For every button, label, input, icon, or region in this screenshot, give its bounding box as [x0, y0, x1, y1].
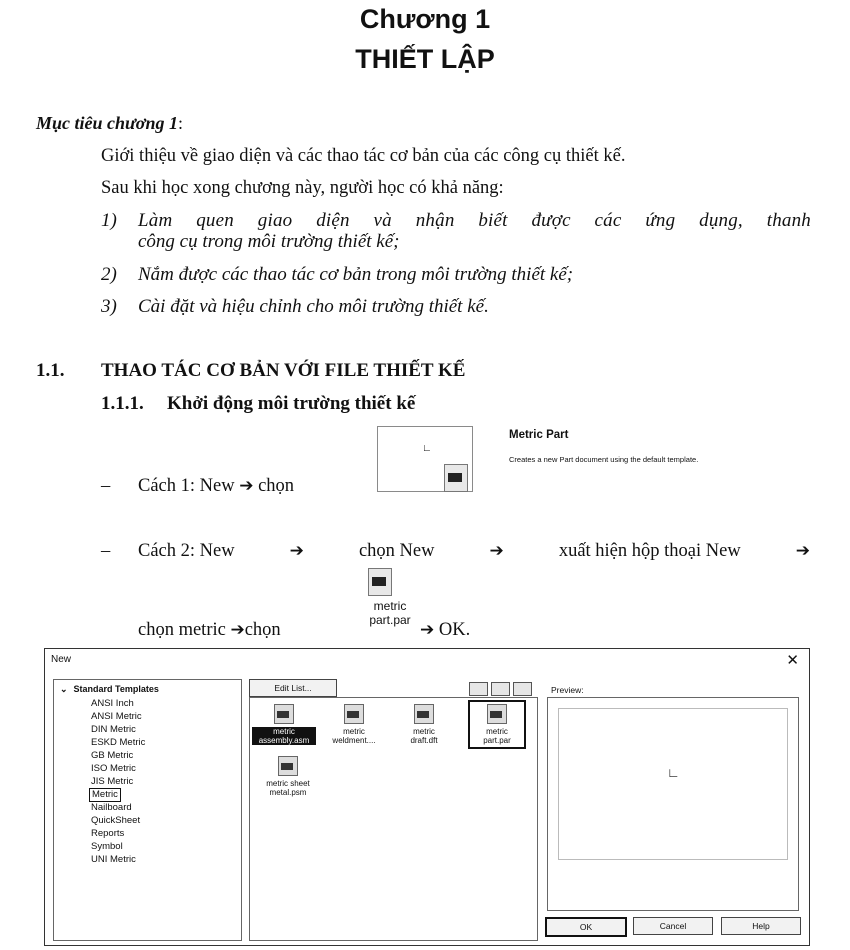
file-metric-draft[interactable]	[392, 704, 456, 745]
way2-dash: –	[101, 541, 111, 561]
way2-arrow-3: ➔	[795, 541, 810, 561]
way2-part-c: xuất hiện hộp thoại New	[558, 541, 741, 561]
chapter-title: THIẾT LẬP	[355, 44, 495, 74]
objectives-heading-text: Mục tiêu chương 1	[36, 113, 178, 133]
tree-item-uni-metric[interactable]: UNI Metric	[91, 854, 136, 865]
file-label-line: metric	[343, 727, 365, 736]
objectives-heading	[36, 113, 183, 134]
way2-arrow-1: ➔	[289, 541, 304, 561]
metric-part-card-desc: Creates a new Part document using the default template.	[509, 455, 699, 464]
file-label-line: metric sheet	[266, 779, 310, 788]
metric-part-file-label-1: metric	[373, 599, 407, 613]
objectives-colon: :	[177, 113, 183, 133]
metric-part-card-title: Metric Part	[509, 429, 569, 441]
tree-item-iso-metric[interactable]: ISO Metric	[91, 763, 136, 774]
file-metric-part[interactable]	[468, 700, 526, 749]
tree-item-quicksheet[interactable]: QuickSheet	[91, 815, 141, 826]
tree-item-reports[interactable]: Reports	[91, 828, 125, 839]
part-file-icon	[444, 464, 468, 492]
tree-item-symbol[interactable]: Symbol	[91, 841, 123, 852]
sheet-metal-file-icon	[278, 756, 298, 776]
objective-item-3	[101, 296, 489, 318]
close-icon[interactable]: ✕	[786, 652, 799, 669]
metric-part-file-label	[358, 599, 422, 627]
subsection-number: 1.1.1.	[101, 393, 144, 414]
objective-number-3: 3)	[101, 296, 117, 317]
preview-image	[558, 708, 788, 860]
file-label	[252, 727, 316, 745]
file-label	[256, 779, 320, 797]
tree-item-jis-metric[interactable]: JIS Metric	[91, 776, 134, 787]
tree-root[interactable]	[60, 684, 159, 695]
objective-item-1	[101, 210, 811, 253]
dialog-title: New	[51, 654, 72, 665]
weldment-file-icon	[344, 704, 364, 724]
file-metric-weldment[interactable]	[322, 704, 386, 745]
file-label	[392, 727, 456, 745]
origin-icon: ∟	[667, 765, 680, 780]
tree-item-ansi-metric[interactable]: ANSI Metric	[91, 711, 142, 722]
template-tree	[53, 679, 242, 941]
metric-part-file-label-2: part.par	[369, 613, 411, 627]
list-view-icon[interactable]	[491, 682, 510, 696]
file-label	[322, 727, 386, 745]
way1-arrow: ➔	[239, 476, 254, 496]
objective-number-2: 2)	[101, 264, 117, 285]
new-dialog	[44, 648, 810, 946]
file-label-line: assembly.asm	[258, 736, 310, 745]
tree-root-label: Standard Templates	[73, 684, 159, 694]
subsection-title: Khởi động môi trường thiết kế	[167, 393, 416, 414]
objective-text-1a: Làm quen giao diện và nhận biết được các ứng dụng, thanh	[138, 210, 811, 231]
objective-text-3: Cài đặt và hiệu chỉnh cho môi trường thiết kế.	[138, 296, 489, 317]
chapter-number: Chương 1	[359, 4, 491, 34]
way2-choose: chọn	[244, 620, 281, 640]
section-number: 1.1.	[36, 360, 65, 381]
details-view-icon[interactable]	[513, 682, 532, 696]
objective-text-2: Nắm được các thao tác cơ bản trong môi trường thiết kế;	[138, 264, 574, 285]
way2-part-b: chọn New	[358, 541, 435, 561]
file-label-line: metric	[486, 727, 508, 736]
way2-arrow-4: ➔	[230, 620, 245, 640]
way2-arrow-2: ➔	[489, 541, 504, 561]
ok-button[interactable]: OK	[545, 917, 627, 937]
way2-arrow-5: ➔	[420, 620, 435, 640]
tree-item-nailboard[interactable]: Nailboard	[91, 802, 132, 813]
tree-item-metric[interactable]: Metric	[89, 788, 121, 802]
way2-choose-metric: chọn metric	[138, 620, 226, 640]
way2-ok: OK.	[438, 620, 471, 640]
objectives-intro: Giới thiệu về giao diện và các thao tác cơ bản của các công cụ thiết kế.	[101, 146, 626, 166]
tree-item-ansi-inch[interactable]: ANSI Inch	[91, 698, 134, 709]
tree-item-gb-metric[interactable]: GB Metric	[91, 750, 134, 761]
way1-choose: chọn	[258, 476, 295, 496]
part-origin-icon: ∟	[422, 443, 432, 454]
part-file-icon	[487, 704, 507, 724]
section-title: THAO TÁC CƠ BẢN VỚI FILE THIẾT KẾ	[101, 360, 466, 381]
file-label-line: metric	[273, 727, 295, 736]
tree-item-din-metric[interactable]: DIN Metric	[91, 724, 136, 735]
assembly-file-icon	[274, 704, 294, 724]
file-label	[470, 727, 524, 745]
way1-text: Cách 1: New	[138, 476, 235, 496]
file-label-line: metal.psm	[269, 788, 307, 797]
file-label-line: metric	[413, 727, 435, 736]
template-files-pane	[249, 697, 538, 941]
way2-line1	[138, 541, 810, 562]
way1-dash: –	[101, 476, 111, 496]
edit-list-button[interactable]: Edit List...	[249, 679, 337, 697]
preview-pane	[547, 697, 799, 911]
draft-file-icon	[414, 704, 434, 724]
metric-part-thumbnail	[377, 426, 473, 492]
metric-part-file-icon	[368, 568, 392, 596]
chevron-down-icon[interactable]: ⌄	[60, 684, 68, 694]
file-label-line: part.par	[483, 736, 511, 745]
file-label-line: draft.dft	[410, 736, 438, 745]
preview-label: Preview:	[551, 685, 584, 695]
objective-text-1b: công cụ trong môi trường thiết kế;	[138, 231, 400, 252]
help-button[interactable]: Help	[721, 917, 801, 935]
way1-line	[138, 476, 294, 497]
way2-part-a: Cách 2: New	[138, 541, 235, 561]
cancel-button[interactable]: Cancel	[633, 917, 713, 935]
tree-item-eskd-metric[interactable]: ESKD Metric	[91, 737, 146, 748]
way2-line2a	[138, 620, 281, 641]
objective-number-1: 1)	[101, 210, 117, 231]
file-label-line: weldment....	[332, 736, 376, 745]
file-metric-sheet-metal[interactable]	[256, 756, 320, 797]
way2-line2b	[420, 620, 470, 641]
objectives-lead: Sau khi học xong chương này, người học có khả năng:	[101, 178, 504, 198]
file-metric-assembly[interactable]	[252, 704, 316, 745]
large-icons-view-icon[interactable]	[469, 682, 488, 696]
objective-item-2	[101, 264, 573, 286]
